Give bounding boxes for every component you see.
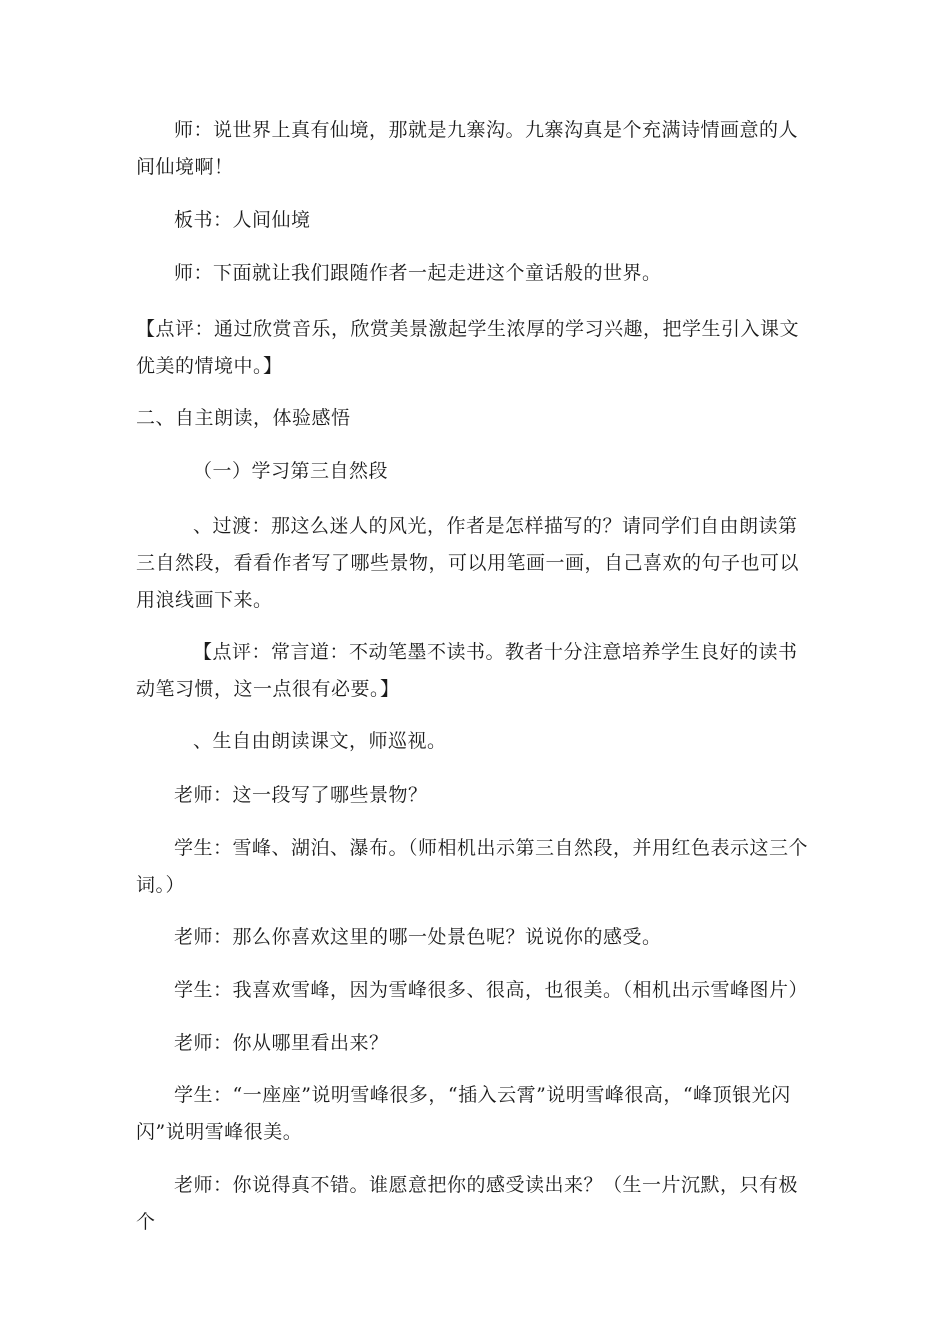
paragraph-teacher-question-scenery: 老师：这一段写了哪些景物？	[174, 784, 428, 806]
paragraph-blackboard: 板书：人间仙境	[174, 209, 311, 231]
section-heading-reading: 二、自主朗读，体验感悟	[136, 407, 351, 429]
paragraph-student-answer-scenery: 学生：雪峰、湖泊、瀑布。（师相机出示第三自然段，并用红色表示这三个词。）	[136, 837, 809, 896]
paragraph-student-snow-peak: 学生：我喜欢雪峰，因为雪峰很多、很高，也很美。（相机出示雪峰图片）	[174, 979, 809, 1001]
paragraph-teacher-where-see: 老师：你从哪里看出来？	[174, 1032, 389, 1054]
paragraph-transition: 、过渡：那这么迷人的风光，作者是怎样描写的？请同学们自由朗读第三自然段，看看作者写了哪些景物，可以用笔画一画，自己喜欢的句子也可以用浪线画下来。	[136, 515, 800, 611]
paragraph-teacher-which-scene: 老师：那么你喜欢这里的哪一处景色呢？说说你的感受。	[174, 926, 662, 948]
paragraph-teacher-read-aloud: 老师：你说得真不错。谁愿意把你的感受读出来？（生一片沉默，只有极个	[136, 1174, 799, 1233]
paragraph-teacher-enter-world: 师：下面就让我们跟随作者一起走进这个童话般的世界。	[174, 262, 662, 284]
paragraph-teacher-fairyland: 师：说世界上真有仙境，那就是九寨沟。九寨沟真是个充满诗情画意的人间仙境啊！	[136, 119, 799, 178]
subsection-heading-paragraph-three: （一）学习第三自然段	[193, 460, 389, 482]
paragraph-comment-reading-habit: 【点评：常言道：不动笔墨不读书。教者十分注意培养学生良好的读书动笔习惯，这一点很有必要。】	[136, 641, 798, 700]
paragraph-free-reading: 、生自由朗读课文，师巡视。	[193, 730, 447, 752]
paragraph-comment-music: 【点评：通过欣赏音乐，欣赏美景激起学生浓厚的学习兴趣，把学生引入课文优美的情境中。】	[136, 318, 800, 377]
paragraph-student-explanation: 学生：“一座座”说明雪峰很多，“插入云霄”说明雪峰很高，“峰顶银光闪闪”说明雪峰很美。	[136, 1084, 791, 1143]
